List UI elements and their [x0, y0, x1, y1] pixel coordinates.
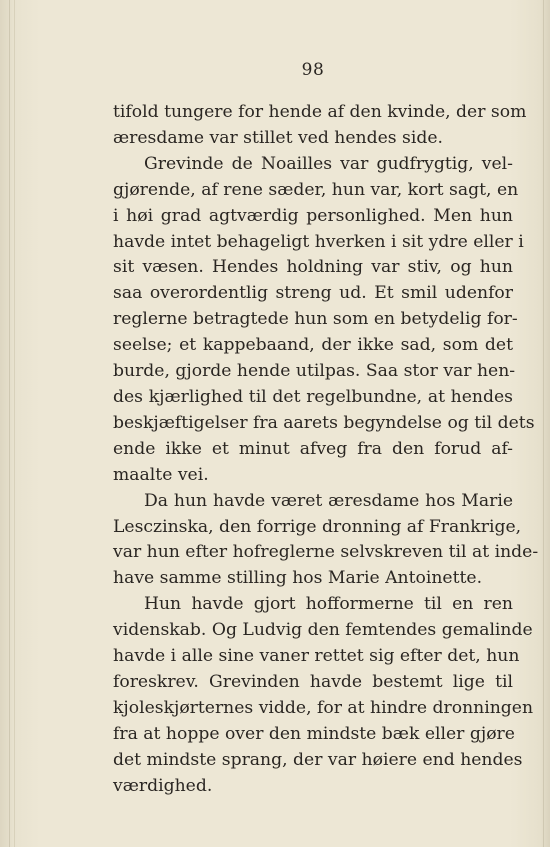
text-line: Da hun havde været æresdame hos Marie [144, 490, 513, 511]
text-line: ende ikke et minut afveg fra den forud af- [113, 438, 513, 459]
text-line: tifold tungere for hende af den kvinde, der som [113, 102, 527, 122]
text-line: des kjærlighed til det regelbundne, at hendes [113, 386, 513, 407]
body-text [113, 100, 539, 799]
text-line: havde i alle sine vaner rettet sig efter det, hun [113, 646, 520, 667]
text-line: burde, gjorde hende utilpas. Saa stor var hen- [113, 361, 516, 382]
text-line: æresdame var stillet ved hendes side. [113, 127, 444, 148]
text-line: Grevinde de Noailles var gudfrygtig, vel- [144, 153, 513, 174]
text-line: Hun havde gjort hofformerne til en ren [144, 594, 513, 615]
text-line: seelse; et kappebaand, der ikke sad, som det [113, 335, 513, 356]
text-line: havde intet behageligt hverken i sit ydre eller i [113, 231, 524, 252]
page-number: 98 [301, 60, 325, 80]
text-line: beskjæftigelser fra aarets begyndelse og til dets [113, 412, 535, 433]
text-line: Lesczinska, den forrige dronning af Frankrige, [113, 516, 522, 537]
text-line: saa overordentlig streng ud. Et smil udenfor [113, 283, 513, 304]
text-line: maalte vei. [113, 464, 209, 485]
page-edge-line [543, 0, 544, 847]
text-line: reglerne betragtede hun som en betydelig for- [113, 309, 518, 330]
text-line: i høi grad agtværdig personlighed. Men hun [113, 205, 513, 226]
text-line: kjoleskjørternes vidde, for at hindre dronningen [113, 697, 534, 718]
page-gutter-line [14, 0, 15, 847]
page-gutter-line [9, 0, 10, 847]
text-line: have samme stilling hos Marie Antoinette. [113, 568, 483, 589]
text-line: videnskab. Og Ludvig den femtendes gemalinde [113, 620, 533, 641]
text-line: værdighed. [113, 775, 213, 796]
text-line: sit væsen. Hendes holdning var stiv, og hun [113, 257, 513, 278]
text-line: var hun efter hofreglerne selvskreven til at inde- [113, 542, 539, 563]
text-line: gjørende, af rene sæder, hun var, kort sagt, en [113, 179, 519, 200]
text-line: foreskrev. Grevinden havde bestemt lige til [113, 671, 513, 692]
text-line: det mindste sprang, der var høiere end hendes [113, 749, 523, 770]
text-line: fra at hoppe over den mindste bæk eller gjøre [113, 723, 515, 744]
